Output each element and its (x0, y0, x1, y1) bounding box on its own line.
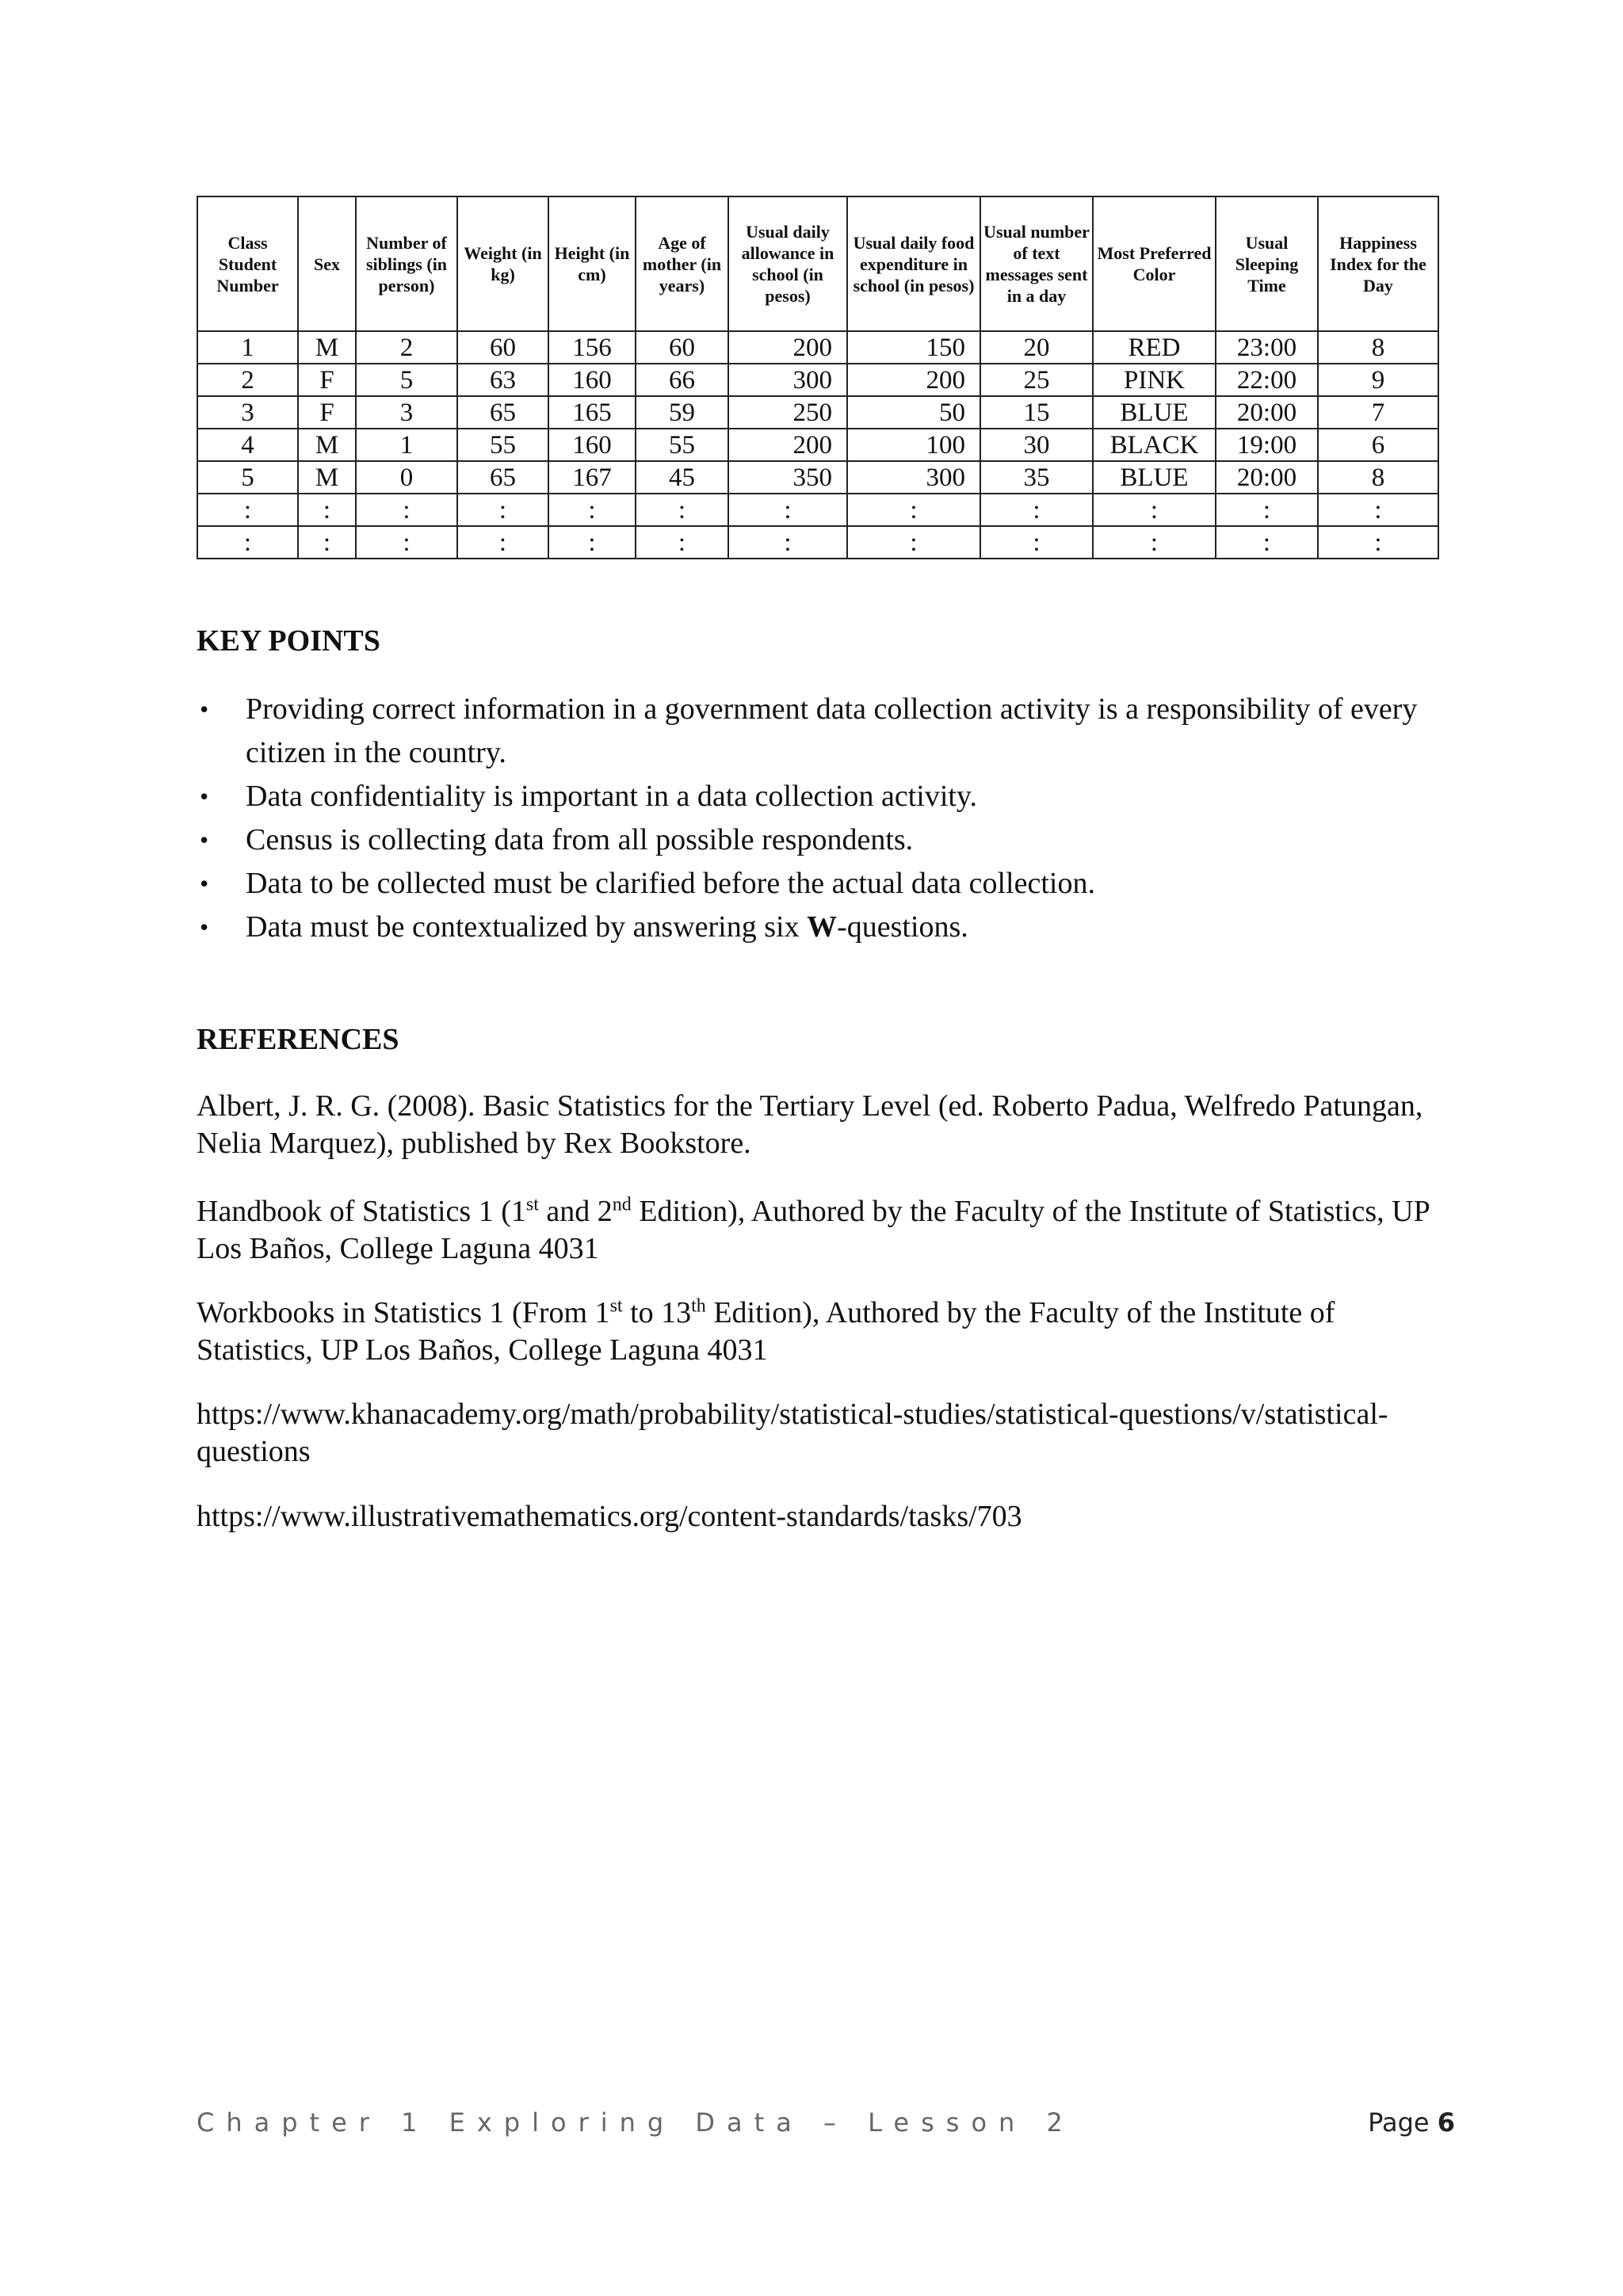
table-cell: : (197, 494, 298, 526)
table-cell: : (298, 526, 356, 559)
table-row (197, 364, 1438, 396)
key-point-item: • Data confidentiality is important in a data collection activity. (197, 775, 1449, 818)
table-row (197, 494, 1438, 526)
table-cell: 15 (980, 396, 1093, 429)
footer-chapter-title: Chapter 1 Exploring Data – Lesson 2 (197, 2107, 1075, 2138)
header-preferred-color: Most Preferred Color (1093, 196, 1216, 331)
table-cell: 55 (457, 429, 548, 461)
table-cell: 30 (980, 429, 1093, 461)
table-cell: 25 (980, 364, 1093, 396)
key-point-item: • Census is collecting data from all possible respondents. (197, 818, 1449, 862)
table-cell: 20:00 (1216, 396, 1318, 429)
table-cell: 22:00 (1216, 364, 1318, 396)
table-cell: : (356, 494, 457, 526)
student-data-table (197, 196, 1439, 559)
table-cell: : (548, 526, 636, 559)
table-cell: 20 (980, 331, 1093, 364)
table-cell: 156 (548, 331, 636, 364)
table-cell: 20:00 (1216, 461, 1318, 494)
table-cell: M (298, 461, 356, 494)
table-cell: 35 (980, 461, 1093, 494)
table-cell: : (980, 526, 1093, 559)
header-sleeping-time: Usual Sleeping Time (1216, 196, 1318, 331)
header-text-messages: Usual number of text messages sent in a day (980, 196, 1093, 331)
table-cell: M (298, 331, 356, 364)
header-food-expenditure: Usual daily food expenditure in school (in pesos) (847, 196, 980, 331)
table-cell: F (298, 396, 356, 429)
table-cell: 100 (847, 429, 980, 461)
table-cell: 150 (847, 331, 980, 364)
table-cell: 50 (847, 396, 980, 429)
table-cell: : (1318, 526, 1438, 559)
table-cell: 3 (197, 396, 298, 429)
header-student-number: Class Student Number (197, 196, 298, 331)
table-cell: 300 (847, 461, 980, 494)
table-cell: 6 (1318, 429, 1438, 461)
table-cell: BLUE (1093, 396, 1216, 429)
key-point-item: • Data must be contextualized by answering six W-questions. (197, 906, 1449, 949)
table-cell: 60 (636, 331, 728, 364)
header-siblings: Number of siblings (in person) (356, 196, 457, 331)
reference-illustrative-math-link[interactable]: https://www.illustrativemathematics.org/content-standards/tasks/703 (197, 1500, 1022, 1533)
table-cell: 160 (548, 364, 636, 396)
table-cell: : (1216, 494, 1318, 526)
header-weight: Weight (in kg) (457, 196, 548, 331)
table-cell: 1 (197, 331, 298, 364)
table-body (197, 331, 1438, 559)
table-cell: 66 (636, 364, 728, 396)
table-row (197, 526, 1438, 559)
header-sex: Sex (298, 196, 356, 331)
table-cell: PINK (1093, 364, 1216, 396)
footer-page-number: Page 6 (1368, 2107, 1455, 2138)
table-cell: F (298, 364, 356, 396)
reference-handbook: Handbook of Statistics 1 (1st and 2nd Edition), Authored by the Faculty of the Institute of Statistics, UP Los Baños, College Laguna 4031 (197, 1194, 1430, 1265)
table-row (197, 429, 1438, 461)
table-cell: RED (1093, 331, 1216, 364)
table-cell: : (1093, 494, 1216, 526)
reference-albert: Albert, J. R. G. (2008). Basic Statistics for the Tertiary Level (ed. Roberto Padua, Welfredo Patungan, Nelia Marquez), published by Rex Bookstore. (197, 1089, 1423, 1160)
table-cell: 8 (1318, 461, 1438, 494)
table-cell: : (1093, 526, 1216, 559)
table-cell: : (197, 526, 298, 559)
table-cell: : (980, 494, 1093, 526)
table-cell: 5 (356, 364, 457, 396)
table-cell: 23:00 (1216, 331, 1318, 364)
table-cell: 63 (457, 364, 548, 396)
table-cell: : (1318, 494, 1438, 526)
header-allowance: Usual daily allowance in school (in pesos) (728, 196, 847, 331)
table-cell: 65 (457, 461, 548, 494)
table-cell: 200 (728, 331, 847, 364)
table-cell: M (298, 429, 356, 461)
table-cell: 167 (548, 461, 636, 494)
key-point-item: • Providing correct information in a government data collection activity is a responsibility of every citizen in the country. (197, 688, 1449, 775)
table-cell: 350 (728, 461, 847, 494)
table-cell: : (847, 526, 980, 559)
table-cell: 250 (728, 396, 847, 429)
table-cell: : (728, 494, 847, 526)
table-cell: 55 (636, 429, 728, 461)
table-cell: 7 (1318, 396, 1438, 429)
table-cell: : (457, 526, 548, 559)
table-cell: 45 (636, 461, 728, 494)
table-cell: 2 (197, 364, 298, 396)
table-header-row (197, 196, 1438, 331)
table-cell: 200 (728, 429, 847, 461)
reference-workbooks: Workbooks in Statistics 1 (From 1st to 13th Edition), Authored by the Faculty of the Institute of Statistics, UP Los Baños, College Laguna 4031 (197, 1295, 1335, 1367)
table-cell: : (636, 494, 728, 526)
table-cell: 65 (457, 396, 548, 429)
table-cell: 2 (356, 331, 457, 364)
reference-khan-academy-link[interactable]: https://www.khanacademy.org/math/probability/statistical-studies/statistical-questions/v/statistical-questions (197, 1398, 1388, 1468)
table-cell: : (298, 494, 356, 526)
table-cell: 165 (548, 396, 636, 429)
table-cell: 1 (356, 429, 457, 461)
table-cell: : (847, 494, 980, 526)
table-cell: : (1216, 526, 1318, 559)
table-cell: 200 (847, 364, 980, 396)
table-cell: BLUE (1093, 461, 1216, 494)
table-cell: : (728, 526, 847, 559)
references-heading: REFERENCES (197, 1023, 399, 1056)
table-cell: 5 (197, 461, 298, 494)
table-cell: 4 (197, 429, 298, 461)
table-cell: 8 (1318, 331, 1438, 364)
table-cell: 3 (356, 396, 457, 429)
header-height: Height (in cm) (548, 196, 636, 331)
table-cell: 160 (548, 429, 636, 461)
key-points-list (197, 688, 1449, 949)
table-row (197, 331, 1438, 364)
table-cell: 9 (1318, 364, 1438, 396)
table-row (197, 461, 1438, 494)
table-cell: 59 (636, 396, 728, 429)
key-point-item: • Data to be collected must be clarified before the actual data collection. (197, 862, 1449, 906)
table-cell: BLACK (1093, 429, 1216, 461)
table-cell: 19:00 (1216, 429, 1318, 461)
table-cell: : (356, 526, 457, 559)
table-cell: 300 (728, 364, 847, 396)
table-cell: : (636, 526, 728, 559)
table-cell: : (548, 494, 636, 526)
table-cell: 0 (356, 461, 457, 494)
table-cell: : (457, 494, 548, 526)
header-mother-age: Age of mother (in years) (636, 196, 728, 331)
table-cell: 60 (457, 331, 548, 364)
header-happiness-index: Happiness Index for the Day (1318, 196, 1438, 331)
key-points-heading: KEY POINTS (197, 624, 380, 658)
table-row (197, 396, 1438, 429)
